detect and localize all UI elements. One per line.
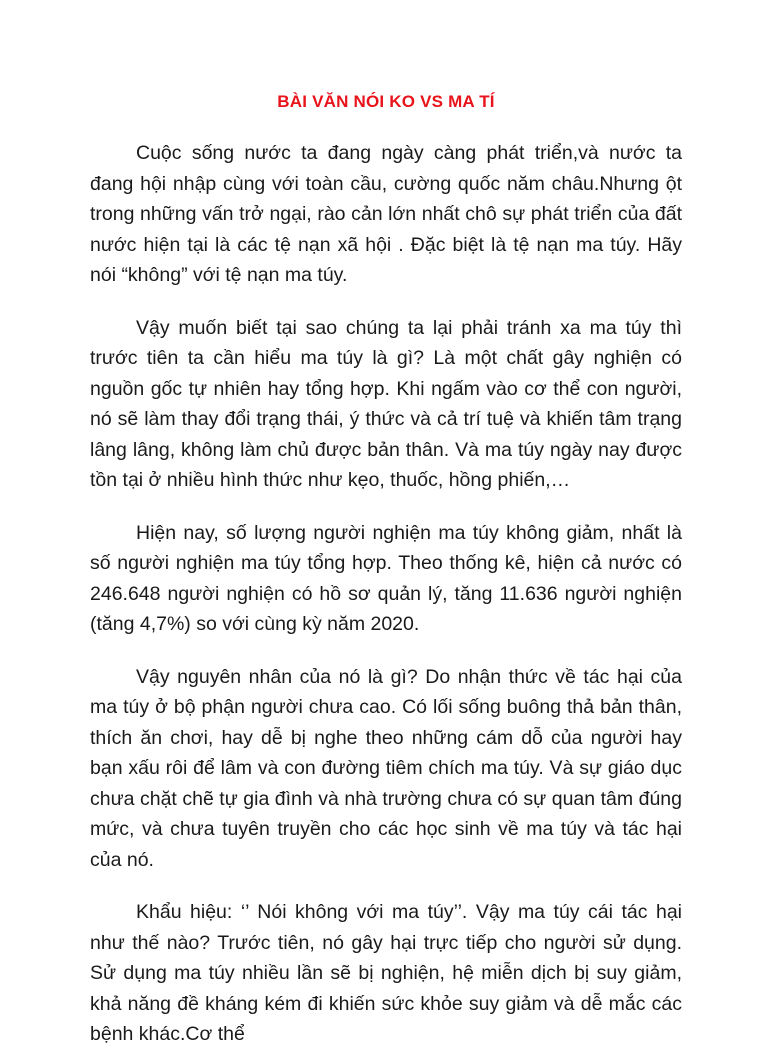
paragraph-intro: Cuộc sống nước ta đang ngày càng phát triển,và nước ta đang hội nhập cùng với toàn cầu, cường quốc năm châu.Nhưng ột trong những vấn trở ngại, rào cản lớn nhất chô sự phát triển của đất nước hiện tại là các tệ nạn xã hội . Đặc biệt là tệ nạn ma túy. Hãy nói “không” với tệ nạn ma túy. — [90, 142, 682, 286]
paragraph-definition: Vậy muốn biết tại sao chúng ta lại phải tránh xa ma túy thì trước tiên ta cần hiểu ma túy là gì? Là một chất gây nghiện có nguồn gốc tự nhiên hay tổng hợp. Khi ngấm vào cơ thể con người, nó sẽ làm thay đổi trạng thái, ý thức và cả trí tuệ và khiến tâm trạng lâng lâng, không làm chủ được bản thân. Và ma túy ngày nay được tồn tại ở nhiều hình thức như kẹo, thuốc, hồng phiến,… — [90, 316, 682, 491]
paragraph-statistics: Hiện nay, số lượng người nghiện ma túy không giảm, nhất là số người nghiện ma túy tổng hợp. Theo thống kê, hiện cả nước có 246.648 người nghiện có hồ sơ quản lý, tăng 11.636 người nghiện (tăng 4,7%) so với cùng kỳ năm 2020. — [90, 521, 682, 635]
paragraph-causes: Vậy nguyên nhân của nó là gì? Do nhận thức về tác hại của ma túy ở bộ phận người chưa cao. Có lối sống buông thả bản thân, thích ăn chơi, hay dễ bị nghe theo những cám dỗ của người hay bạn xấu rôi để lâm và con đường tiêm chích ma túy. Và sự giáo dục chưa chặt chẽ tự gia đình và nhà trường chưa có sự quan tâm đúng mức, và chưa tuyên truyền cho các học sinh về ma túy và tác hại của nó. — [90, 665, 682, 871]
paragraph-harms: Khẩu hiệu: ‘’ Nói không với ma túy’’. Vậy ma túy cái tác hại như thế nào? Trước tiên, nó gây hại trực tiếp cho người sử dụng. Sử dụng ma túy nhiều lần sẽ bị nghiện, hệ miễn dịch bị suy giảm, khả năng đề kháng kém đi khiến sức khỏe suy giảm và dễ mắc các bệnh khác.Cơ thể — [90, 901, 682, 1045]
document-title: BÀI VĂN NÓI KO VS MA TÍ — [277, 92, 495, 111]
